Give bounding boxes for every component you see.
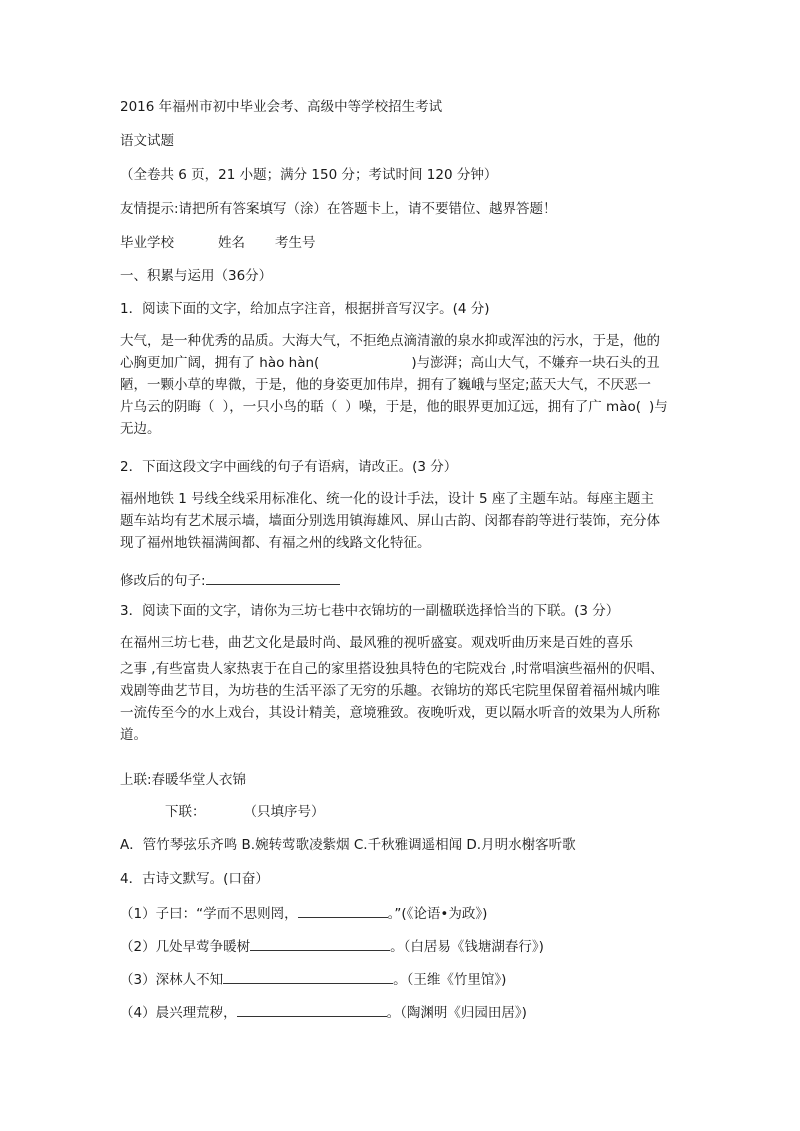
upper-couplet: 上联:春暖华堂人衣锦 (120, 772, 247, 788)
lower-couplet (165, 803, 325, 821)
answer-blank[interactable] (298, 904, 388, 918)
question-2-passage (120, 488, 682, 554)
answer-blank[interactable] (206, 571, 340, 585)
passage-line: 题车站均有艺术展示墙，墙面分别选用镇海雄风、屏山古韵、闵都春韵等进行装饰，充分体 (120, 513, 660, 529)
passage-line: 戏剧等曲艺节目，为坊巷的生活平添了无穷的乐趣。衣锦坊的郑氏宅院里保留着福州城内唯 (120, 683, 660, 699)
passage-line: 道。 (120, 727, 147, 743)
friendly-tip: 友情提示:请把所有答案填写（涂）在答题卡上，请不要错位、越界答题！ (120, 201, 557, 217)
recitation-item: （3）深林人不知 。（王维《竹里馆》) (120, 972, 507, 988)
passage-line: 一流传至今的水上戏台，其设计精美，意境雅致。夜晚听戏，更以隔水听音的效果为人所称 (120, 705, 660, 721)
exam-number-field-label: 考生号 (275, 235, 316, 251)
section-heading: 一、积累与运用（36分） (120, 268, 273, 284)
lower-couplet-note: （只填序号） (243, 804, 325, 820)
lower-couplet-label: 下联： (165, 804, 206, 820)
passage-line: 无边。 (120, 421, 161, 437)
question-3-line-1: 在福州三坊七巷，曲艺文化是最时尚、最风雅的视听盛宴。观戏听曲历来是百姓的喜乐 (120, 635, 633, 651)
recitation-item: （2）几处早莺争暖树 。（白居易《钱塘湖春行》) (120, 939, 544, 955)
school-field-label: 毕业学校 (120, 235, 174, 251)
answer-label: 修改后的句子: (120, 573, 206, 589)
student-fields (120, 234, 316, 252)
recitation-item: （4）晨兴理荒秽， 。（陶渊明《归园田居》) (120, 1005, 527, 1021)
couplet-options: A．管竹琴弦乐齐鸣 B.婉转莺歌凌紫烟 C.千秋雅调遥相闻 D.月明水榭客听歌 (120, 837, 576, 853)
subject-title: 语文试题 (120, 133, 174, 149)
answer-blank[interactable] (223, 970, 393, 984)
answer-blank[interactable] (237, 1003, 387, 1017)
passage-line: 现了福州地铁福满闽都、有福之州的线路文化特征。 (120, 535, 431, 551)
answer-blank[interactable] (250, 937, 390, 951)
question-3-passage (120, 658, 682, 746)
name-field-label: 姓名 (218, 235, 245, 251)
question-4-stem: 4．古诗文默写。(口奋） (120, 871, 269, 887)
question-1-passage (120, 330, 682, 440)
exam-title: 2016 年福州市初中毕业会考、高级中等学校招生考试 (120, 99, 443, 115)
recitation-item: （1）子曰：“学而不思则罔， 。”(《论语•为政》) (120, 906, 488, 922)
question-3-stem: 3．阅读下面的文字，请你为三坊七巷中衣锦坊的一副楹联选择恰当的下联。(3 分） (120, 603, 620, 619)
passage-line: 福州地铁 1 号线全线采用标准化、统一化的设计手法，设计 5 座了主题车站。每座主题主 (120, 491, 654, 507)
exam-info: （全卷共 6 页，21 小题；满分 150 分；考试时间 120 分钟） (120, 167, 498, 183)
question-1-stem: 1．阅读下面的文字，给加点字注音，根据拼音写汉字。(4 分) (120, 301, 490, 317)
passage-line: 之事 ,有些富贵人家热衷于在自己的家里搭设独具特色的宅院戏台 ,时常唱演些福州的伬唱、 (120, 661, 664, 677)
passage-line: 心胸更加广阔，拥有了 hào hàn( )与澎湃；高山大气，不嫌弃一块石头的丑 (120, 355, 660, 371)
question-2-answer (120, 571, 340, 590)
question-2-stem: 2．下面这段文字中画线的句子有语病，请改正。(3 分） (120, 459, 458, 475)
passage-line: 陋，一颗小草的卑微，于是，他的身姿更加伟岸，拥有了巍峨与坚定;蓝天大气，不厌恶一 (120, 377, 652, 393)
passage-line: 大气，是一种优秀的品质。大海大气，不拒绝点滴清澈的泉水抑或浑浊的污水，于是，他的 (120, 333, 660, 349)
passage-line: 片乌云的阴晦（ ），一只小鸟的聒（ ）噪，于是，他的眼界更加辽远，拥有了广 mào( )与 (120, 399, 668, 415)
